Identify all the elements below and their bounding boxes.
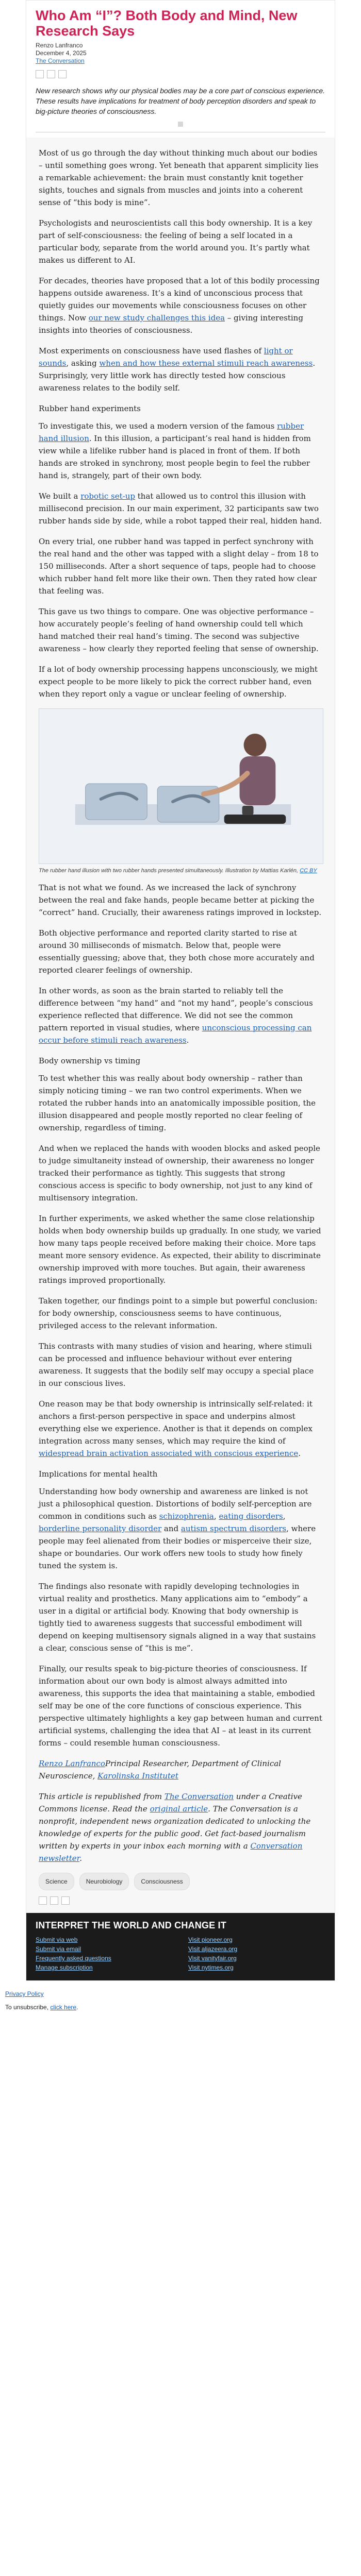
license-link[interactable]: CC BY <box>300 868 317 874</box>
paragraph: We built a robotic set-up that allowed us to control this illusion with millisecond precision. In our main experiment, 32 participants saw two rubber hands side by side, while a robot tapped their real, hidden hand. <box>39 492 322 526</box>
paragraph: Most of us go through the day without thinking much about our bodies – until something goes wrong. Yet beneath that apparent simplicity lies a remarkable achievement: the brain must constantly knit together sights, touches and signals from muscles and joints into a coherent sense of “this body is mine”. <box>39 148 319 207</box>
subheading: Rubber hand experiments <box>39 404 141 413</box>
inline-link[interactable]: rubber hand illusion <box>39 421 304 443</box>
email-wrapper <box>5 0 356 2011</box>
tag[interactable]: Science <box>39 1873 74 1890</box>
paragraph: This contrasts with many studies of vision and hearing, where stimuli can be processed and influence behaviour without ever entering awareness. It suggests that the bodily self may occupy a special place in our conscious lives. <box>39 1342 314 1388</box>
paragraph: Both objective performance and reported clarity started to rise at around 30 milliseconds of mismatch. Below that, people were essentially guessing; above that, they both chose more accurately and reported clearer feelings of ownership. <box>39 928 315 975</box>
paragraph: Psychologists and neuroscientists call this body ownership. It is a key part of self-consciousness: the feeling of being a self located in a particular body, separate from the world around you. It’s partly what makes us different to AI. <box>39 218 313 265</box>
footer-link[interactable]: Frequently asked questions <box>36 1955 111 1962</box>
paragraph: This gave us two things to compare. One was objective performance – how accurately people’s feeling of hand ownership could tell which hand matched their real hand’s timing. The second was subjective awareness – how clearly they reported feeling that sense of ownership. <box>39 607 319 653</box>
footer-link[interactable]: Visit vanityfair.org <box>188 1955 237 1962</box>
footer-link[interactable]: Submit via web <box>36 1936 78 1943</box>
paragraph: The findings also resonate with rapidly developing technologies in virtual reality and prosthetics. Many applications aim to “embody” a user in a digital or artificial body. Knowing that body ownership is tightly tied to awareness suggests that successful embodiment will depend on keeping multisensory signals aligned in a way that sustains a clear, conscious sense of “this is me”. <box>39 1582 316 1653</box>
author: Renzo Lanfranco <box>36 42 83 49</box>
byline: Renzo LanfrancoPrincipal Researcher, Department of Clinical Neuroscience, Karolinska Institutet <box>39 1759 281 1781</box>
paragraph: One reason may be that body ownership is intrinsically self-related: it anchors a first-person perspective in space and underpins almost everything else we experience. Another is that it depends on complex integration across many senses, which may require the kind of widespread brain activation associated with conscious experience. <box>39 1399 313 1458</box>
paragraph: For decades, theories have proposed that a lot of this bodily processing happens outside awareness. It’s a kind of unconscious process that quietly guides our movements while consciousness focuses on other things. Now our new study challenges this idea – giving interesting insights into theories of consciousness. <box>39 276 320 335</box>
legal-footer <box>5 1990 356 2011</box>
share-row <box>36 70 325 78</box>
footer-title: INTERPRET THE WORLD AND CHANGE IT <box>36 1920 226 1930</box>
inline-link[interactable]: our new study challenges this idea <box>88 313 225 323</box>
inline-link[interactable]: robotic set-up <box>80 492 135 501</box>
paragraph: Taken together, our findings point to a simple but powerful conclusion: for body ownership, consciousness seems to have continuous, privileged access to the relevant information. <box>39 1296 318 1330</box>
inline-link[interactable]: unconscious processing can occur before stimuli reach awareness <box>39 1023 312 1045</box>
figure-caption: The rubber hand illusion with two rubber hands presented simultaneously. Illustration by Mattias Karlén, CC BY <box>39 868 317 874</box>
inline-link[interactable]: original article <box>150 1804 208 1814</box>
inline-link[interactable]: borderline personality disorder <box>39 1524 162 1533</box>
article-meta <box>36 42 325 65</box>
footer-link[interactable]: Visit aljazeera.org <box>188 1945 238 1953</box>
paragraph: Understanding how body ownership and awareness are linked is not just a philosophical question. Distortions of bodily self-perception are common in conditions such as schizophrenia, eating disorders, borderline personality disorder and autism spectrum disorders, where people may feel alienated from their bodies or misperceive their size, shape or boundaries. Our work offers new tools to study how finely tuned the system is. <box>39 1487 316 1570</box>
inline-link[interactable]: when and how these external stimuli reach awareness <box>99 359 313 368</box>
article-header <box>26 1 335 138</box>
article-card <box>26 0 335 1981</box>
footer-links <box>36 1936 325 1971</box>
illustration-svg <box>39 709 323 863</box>
article-body <box>26 138 335 1913</box>
unsubscribe-line: To unsubscribe, click here. <box>5 2004 78 2011</box>
tracking-pixel <box>178 122 183 127</box>
paragraph: In further experiments, we asked whether the same close relationship holds when body ownership builds up gradually. In one study, we varied how many taps people received before making their choice. More taps meant more sensory evidence. As expected, their ability to discriminate ownership improved with more touches. But again, their awareness ratings improved proportionally. <box>39 1214 321 1285</box>
footer-link[interactable]: Manage subscription <box>36 1964 93 1971</box>
paragraph: Most experiments on consciousness have used flashes of light or sounds, asking when and how these external stimuli reach awareness. Surprisingly, very little work has directly tested how conscious awareness relates to the bodily self. <box>39 346 316 393</box>
share-icon-2[interactable] <box>47 70 55 78</box>
paragraph: And when we replaced the hands with wooden blocks and asked people to judge simultaneity instead of ownership, their awareness no longer tracked their performance as tightly. This suggests that strong conscious access is specific to body ownership, not just to any kind of multisensory integration. <box>39 1144 320 1202</box>
byline-name-link[interactable]: Renzo Lanfranco <box>39 1759 105 1768</box>
source-link[interactable]: The Conversation <box>36 57 85 64</box>
share-row-bottom <box>39 1896 322 1905</box>
privacy-policy-link[interactable]: Privacy Policy <box>5 1990 44 1997</box>
source <box>36 57 325 65</box>
paragraph: In other words, as soon as the brain started to reliably tell the difference between “my hand” and “not my hand”, people’s conscious experience reflected that difference. We did not see the common pattern reported in visual studies, where unconscious processing can occur before stimuli reach awareness. <box>39 986 313 1045</box>
inline-link[interactable]: eating disorders <box>219 1512 283 1521</box>
footer-link[interactable]: Submit via email <box>36 1945 81 1953</box>
share-icon-3[interactable] <box>61 1896 70 1905</box>
inline-link[interactable]: widespread brain activation associated with conscious experience <box>39 1449 299 1458</box>
footer-link[interactable]: Visit nytimes.org <box>188 1964 234 1971</box>
paragraph: Finally, our results speak to big-picture theories of consciousness. If information about our own body is almost always admitted into awareness, this supports the idea that maintaining a stable, embodied self may be one of the core functions of conscious experience. This perspective ultimately highlights a key gap between human and current artificial systems, challenging the idea that AI – at least in its current forms – could resemble human consciousness. <box>39 1664 322 1748</box>
subheading: Implications for mental health <box>39 1469 158 1479</box>
rubber-hand-illustration <box>39 708 323 864</box>
inline-link[interactable]: autism spectrum disorders <box>180 1524 287 1533</box>
share-icon-2[interactable] <box>50 1896 58 1905</box>
article-title: Who Am “I”? Both Body and Mind, New Research Says <box>36 8 298 39</box>
inline-link[interactable]: The Conversation <box>164 1792 234 1801</box>
tag[interactable]: Neurobiology <box>79 1873 129 1890</box>
republish-note: This article is republished from The Conversation under a Creative Commons license. Read the original article. The Conversation is a nonprofit, independent news organization dedicated to unlocking the knowledge of experts for the public good. Get fact-based journalism written by experts in your inbox each morning with a Conversation newsletter. <box>39 1792 311 1863</box>
paragraph: That is not what we found. As we increased the lack of synchrony between the real and fake hands, people became better at picking the “correct” hand. Crucially, their awareness ratings improved in lockstep. <box>39 883 322 917</box>
tag[interactable]: Consciousness <box>134 1873 189 1890</box>
subheading: Body ownership vs timing <box>39 1056 141 1065</box>
footer-link[interactable]: Visit pioneer.org <box>188 1936 233 1943</box>
figure <box>39 708 322 874</box>
share-icon-1[interactable] <box>36 70 44 78</box>
paragraph: To investigate this, we used a modern version of the famous rubber hand illusion. In this illusion, a participant’s real hand is hidden from view while a lifelike rubber hand is placed in front of them. If both hands are stroked in synchrony, most people begin to feel the rubber hand is, strangely, part of their own body. <box>39 421 311 480</box>
footer <box>26 1913 335 1980</box>
inline-link[interactable]: light or sounds <box>39 346 293 368</box>
paragraph: If a lot of body ownership processing happens unconsciously, we might expect people to be more likely to pick the correct rubber hand, even when they report only a vague or unclear feeling of ownership. <box>39 665 318 699</box>
unsubscribe-link[interactable]: click here <box>50 2004 77 2011</box>
paragraph: On every trial, one rubber hand was tapped in perfect synchrony with the real hand and the other was tapped with a slight delay – from 18 to 150 milliseconds. After a short sequence of taps, people had to choose which rubber hand felt more like their own. Then they rated how clear that feeling was. <box>39 537 319 596</box>
inline-link[interactable]: schizophrenia <box>159 1512 214 1521</box>
date: December 4, 2025 <box>36 49 87 57</box>
byline-org-link[interactable]: Karolinska Institutet <box>97 1771 178 1781</box>
share-icon-3[interactable] <box>58 70 67 78</box>
share-icon-1[interactable] <box>39 1896 47 1905</box>
lead-text: New research shows why our physical bodies may be a core part of conscious experience. These results have implications for treatment of body perception disorders and speak to big-picture theories of consciousness. <box>36 87 325 115</box>
inline-link[interactable]: Conversation newsletter <box>39 1841 303 1863</box>
paragraph: To test whether this was really about body ownership – rather than simply noticing timing – we ran two control experiments. When we rotated the rubber hands into an anatomically impossible position, the illusion disappeared and people mostly reported no clear feeling of ownership, regardless of timing. <box>39 1074 316 1132</box>
tags-row <box>39 1873 322 1890</box>
